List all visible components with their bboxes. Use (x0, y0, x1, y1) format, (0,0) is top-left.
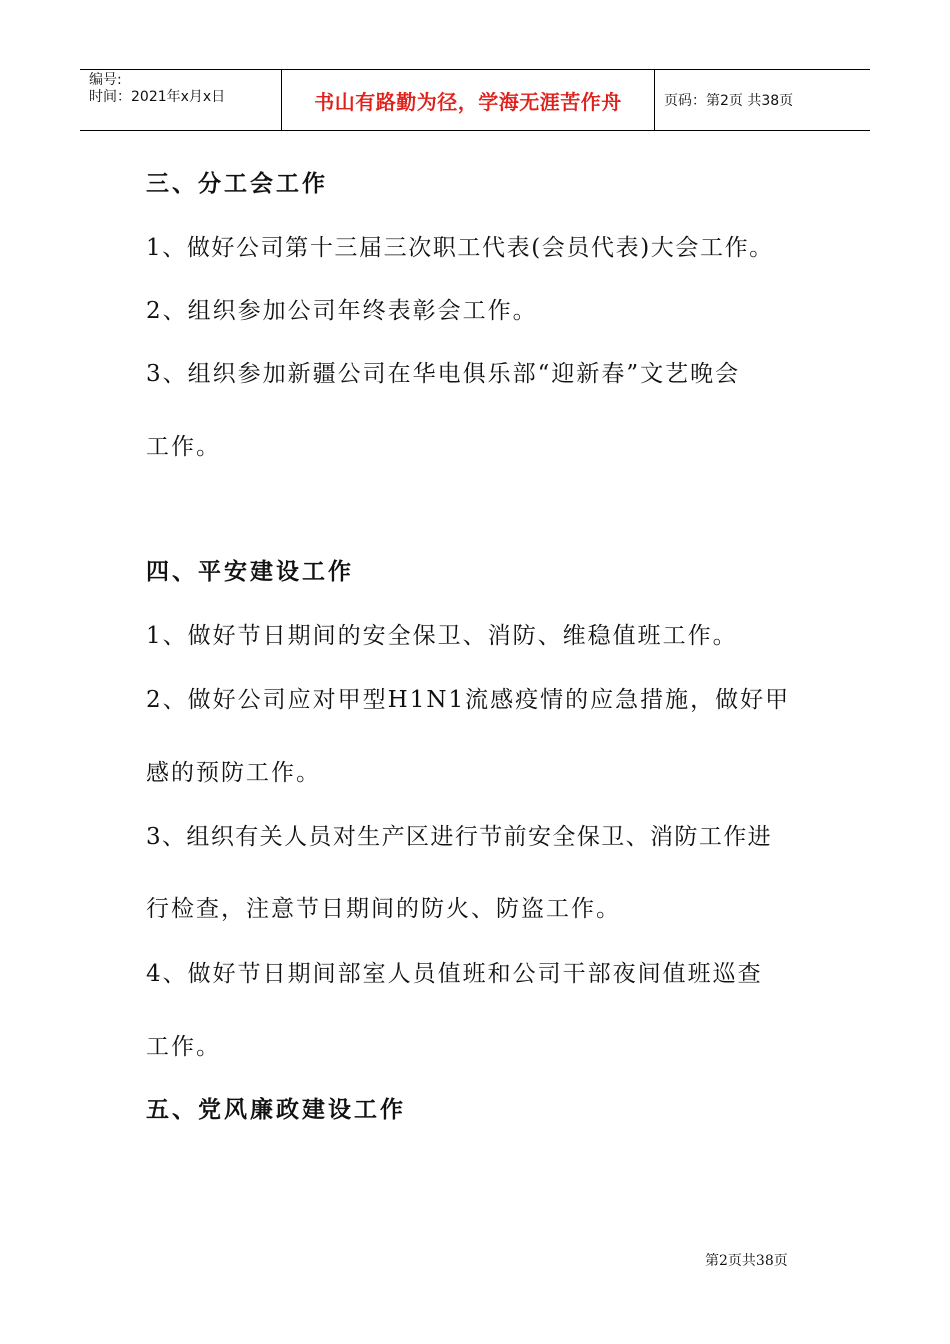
section-4-item-4-cont: 工作。 (146, 1034, 221, 1060)
page-label: 页码：第2页 共38页 (664, 93, 794, 109)
section-4-item-2-cont: 感的预防工作。 (146, 760, 321, 786)
section-3-item-2: 2、组织参加公司年终表彰会工作。 (146, 298, 538, 324)
section-4-item-2: 2、做好公司应对甲型H1N1流感疫情的应急措施，做好甲 (146, 687, 791, 713)
section-4-item-3-cont: 行检查，注意节日期间的防火、防盗工作。 (146, 896, 621, 922)
section-5-title: 五、党风廉政建设工作 (146, 1097, 406, 1123)
page-footer: 第2页共38页 (705, 1253, 788, 1269)
page-header (80, 69, 870, 131)
section-3-item-3-cont: 工作。 (146, 434, 221, 460)
header-motto-cell (282, 70, 655, 130)
time-label: 时间：2021年x月x日 (89, 89, 226, 105)
header-page-cell (655, 70, 870, 130)
section-3-item-3: 3、组织参加新疆公司在华电俱乐部“迎新春”文艺晚会 (146, 361, 741, 387)
section-4-title: 四、平安建设工作 (146, 559, 354, 585)
section-3-item-1: 1、做好公司第十三届三次职工代表(会员代表)大会工作。 (146, 235, 774, 261)
section-4-item-3: 3、组织有关人员对生产区进行节前安全保卫、消防工作进 (146, 824, 773, 850)
section-4-item-1: 1、做好节日期间的安全保卫、消防、维稳值班工作。 (146, 623, 738, 649)
number-label: 编号: (89, 72, 122, 88)
header-meta (80, 70, 282, 130)
motto: 书山有路勤为径，学海无涯苦作舟 (314, 89, 622, 114)
section-3-title: 三、分工会工作 (146, 171, 328, 197)
section-4-item-4: 4、做好节日期间部室人员值班和公司干部夜间值班巡查 (146, 961, 763, 987)
